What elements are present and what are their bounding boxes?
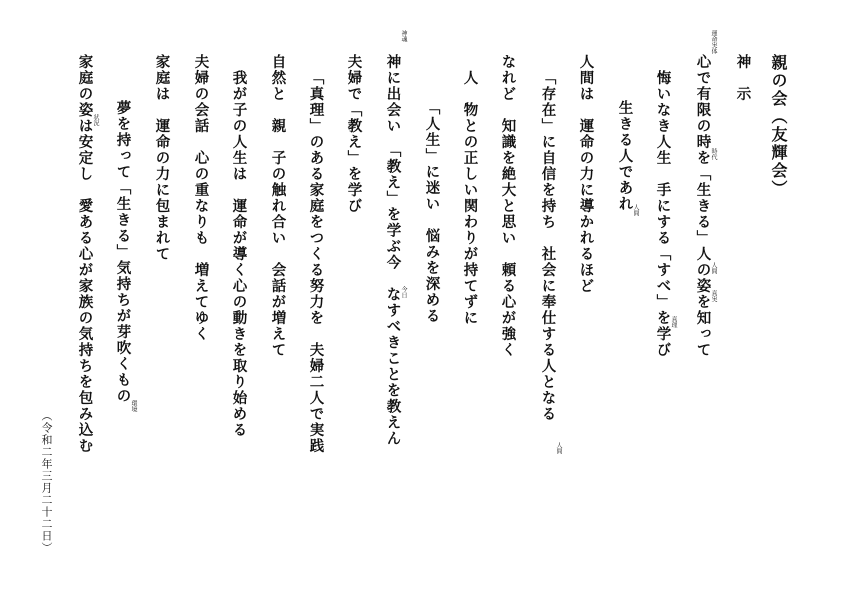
ruby-annotation: 真実 [710, 290, 717, 302]
heading: 神 示 [734, 54, 752, 102]
ruby-annotation: 真理 [670, 316, 677, 328]
poem-line-10: 夫婦で「教え」を学び [345, 54, 363, 214]
ruby-annotation: 時代 [710, 148, 717, 160]
ruby-annotation: 人間 [632, 204, 639, 216]
ruby-annotation: 神魂 [400, 30, 407, 42]
ruby-annotation: 今日 [400, 286, 407, 298]
poem-line-4: 人間は 運命の力に導かれるほど [577, 54, 595, 294]
poem-line-13: 我が子の人生は 運命が導く心の動きを取り始める [230, 70, 248, 438]
poem-line-8: 「人生」に迷い 悩みを深める [423, 100, 441, 324]
poem-line-11: 「真理」のある家庭をつくる努力を 夫婦二人で実践 [307, 70, 325, 454]
ruby-annotation: 環境 [130, 400, 137, 412]
ruby-annotation: 運命実体 [710, 30, 717, 54]
poem-line-1: 心で有限の時を「生きる」人の姿を知って [694, 54, 712, 358]
date-note: （令和二年三月二十二日） [40, 410, 53, 554]
ruby-annotation: 状況 [92, 114, 99, 126]
ruby-annotation: 人間 [710, 262, 717, 274]
poem-line-2: 悔いなき人生 手にする「すべ」を学び [654, 70, 672, 358]
poem-line-16: 夢を持って「生きる」気持ちが芽吹くもの [114, 100, 132, 404]
poem-line-7: 人 物との正しい関わりが持てずに [461, 70, 479, 326]
poem-line-9: 神に出会い 「教え」を学ぶ今 なすべきことを教えん [384, 54, 402, 447]
poem-line-5: 「存在」に自信を持ち 社会に奉仕する人となる [539, 70, 557, 422]
poem-line-3: 生きる人であれ [616, 100, 634, 212]
document-title: 親の会（友輝会） [769, 54, 788, 198]
poem-line-15: 家庭は 運命の力に包まれて [153, 54, 171, 262]
poem-line-12: 自然と 親 子の触れ合い 会話が増えて [269, 54, 287, 358]
poem-line-6: なれど 知識を絶大と思い 頼る心が強く [499, 54, 517, 358]
poem-line-14: 夫婦の会話 心の重なりも 増えてゆく [192, 54, 210, 342]
ruby-annotation: 人間 [555, 442, 562, 454]
poem-line-17: 家庭の姿は安定し 愛ある心が家族の気持ちを包み込む [76, 54, 94, 454]
